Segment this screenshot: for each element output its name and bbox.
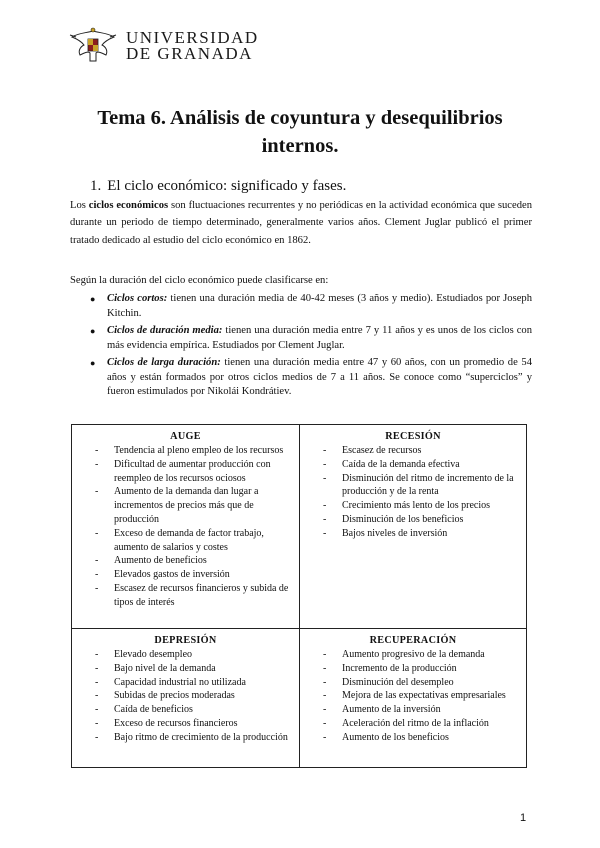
- list-item: - Dificultad de aumentar producción con reempleo de los recursos ociosos: [78, 458, 293, 486]
- section-heading: [90, 178, 346, 195]
- classification-intro: Según la duración del ciclo económico puede clasificarse en:: [70, 275, 329, 286]
- section-title: El ciclo económico: significado y fases.: [107, 178, 347, 194]
- bullet-icon: ●: [90, 294, 96, 304]
- phase-cell-auge: [72, 425, 300, 629]
- list-item: - Disminución del desempleo: [306, 676, 520, 690]
- list-item: - Aumento de los beneficios: [306, 731, 520, 745]
- list-item: - Aceleración del ritmo de la inflación: [306, 717, 520, 731]
- list-item: - Caída de beneficios: [78, 703, 293, 717]
- coat-of-arms-icon: [68, 27, 118, 65]
- phase-title: RECESIÓN: [385, 431, 441, 442]
- intro-paragraph: [70, 197, 532, 249]
- list-item: - Exceso de demanda de factor trabajo, aumento de salarios y costes: [78, 527, 293, 555]
- phase-cell-depresion: [72, 629, 300, 767]
- university-name-line2: DE GRANADA: [126, 44, 253, 63]
- list-item: - Aumento de la demanda dan lugar a incrementos de precios más que de producción: [78, 485, 293, 526]
- phase-title: RECUPERACIÓN: [369, 635, 457, 646]
- list-item: - Incremento de la producción: [306, 662, 520, 676]
- list-item: [70, 292, 532, 321]
- list-item: - Bajo nivel de la demanda: [78, 662, 293, 676]
- bullet-text: tienen una duración media entre 7 y 11 años y es unos de los ciclos con más evidencia empírica. Estudiados por Clement Juglar.: [107, 325, 532, 351]
- list-item: - Capacidad industrial no utilizada: [78, 676, 293, 690]
- bullet-text: tienen una duración media entre 47 y 60 años, con un promedio de 54 años y están formados por otros ciclos medios de 7 a 11 años. Se conoce como “superciclos” y fueron estimulados por Nikolái Kondrátiev.: [107, 357, 532, 397]
- document-title: Tema 6. Análisis de coyuntura y desequilibrios internos.: [97, 107, 503, 157]
- university-logo: [68, 27, 259, 65]
- bullet-icon: ●: [90, 326, 96, 336]
- phase-list: [78, 648, 293, 745]
- cycle-phases-table: [71, 424, 527, 768]
- list-item: - Disminución de los beneficios: [306, 513, 520, 527]
- list-item: - Escasez de recursos financieros y subida de tipos de interés: [78, 582, 293, 610]
- list-item: [70, 356, 532, 400]
- list-item: - Subidas de precios moderadas: [78, 689, 293, 703]
- list-item: [70, 324, 532, 353]
- list-item: - Bajo ritmo de crecimiento de la producción: [78, 731, 293, 745]
- intro-bold-term: ciclos económicos: [88, 200, 169, 211]
- phase-title: DEPRESIÓN: [154, 635, 217, 646]
- list-item: - Aumento de la inversión: [306, 703, 520, 717]
- cycle-type-list: [70, 292, 532, 403]
- list-item: - Exceso de recursos financieros: [78, 717, 293, 731]
- phase-cell-recesion: [300, 425, 526, 629]
- university-name: [126, 30, 259, 62]
- list-item: - Elevado desempleo: [78, 648, 293, 662]
- list-item: - Mejora de las expectativas empresariales: [306, 689, 520, 703]
- list-item: - Aumento progresivo de la demanda: [306, 648, 520, 662]
- intro-rest: son fluctuaciones recurrentes y no periódicas en la actividad económica que suceden durante un periodo de tiempo determinado, generalmente varios años. Clement Juglar publicó el primer tratado dedicado al estudio del ciclo económico en 1862.: [70, 200, 532, 246]
- phase-list: [78, 444, 293, 610]
- phase-list: [306, 648, 520, 745]
- list-item: - Bajos niveles de inversión: [306, 527, 520, 541]
- section-number: 1.: [90, 178, 102, 194]
- bullet-term: Ciclos de duración media:: [107, 325, 223, 336]
- list-item: - Crecimiento más lento de los precios: [306, 499, 520, 513]
- list-item: - Aumento de beneficios: [78, 554, 293, 568]
- bullet-term: Ciclos cortos:: [107, 293, 168, 304]
- bullet-term: Ciclos de larga duración:: [107, 357, 221, 368]
- bullet-icon: ●: [90, 358, 96, 368]
- intro-lead: Los: [70, 200, 89, 211]
- list-item: - Escasez de recursos: [306, 444, 520, 458]
- phase-title: AUGE: [170, 431, 201, 442]
- phase-list: [306, 444, 520, 541]
- list-item: - Elevados gastos de inversión: [78, 568, 293, 582]
- bullet-text: tienen una duración media de 40-42 meses (3 años y medio). Estudiados por Joseph Kitchin.: [107, 293, 532, 319]
- phase-cell-recuperacion: [300, 629, 526, 767]
- list-item: - Caída de la demanda efectiva: [306, 458, 520, 472]
- list-item: - Tendencia al pleno empleo de los recursos: [78, 444, 293, 458]
- page-number: 1: [520, 812, 527, 824]
- list-item: - Disminución del ritmo de incremento de la producción y de la renta: [306, 472, 520, 500]
- university-name-line1: UNIVERSIDAD: [126, 28, 259, 47]
